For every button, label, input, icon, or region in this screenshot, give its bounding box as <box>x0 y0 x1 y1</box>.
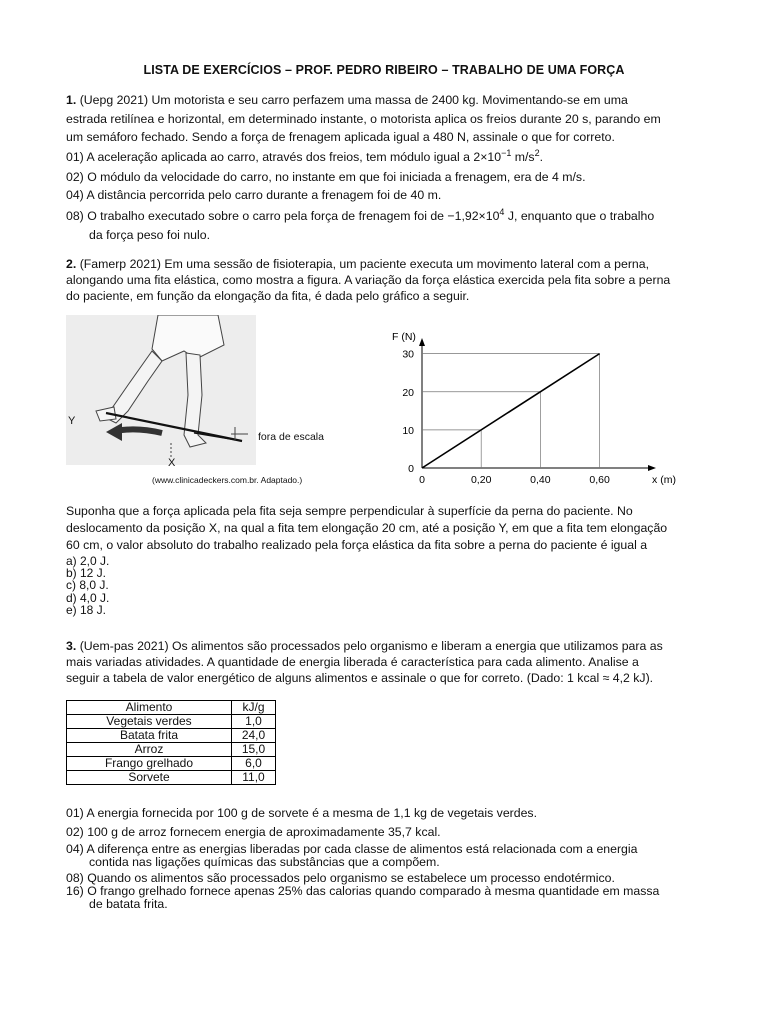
physiotherapy-figure <box>66 315 346 490</box>
q3-number: 3. <box>66 639 77 653</box>
table-row <box>67 743 276 757</box>
q2-options <box>66 555 109 616</box>
q1-option-02: 02) O módulo da velocidade do carro, no instante em que foi iniciada a frenagem, era de 4 m/s. <box>66 170 586 184</box>
y-axis-arrow <box>419 338 425 346</box>
table-cell: Vegetais verdes <box>67 715 232 729</box>
q3-line-3: seguir a tabela de valor energético de alguns alimentos e assinale o que for correto. (Dado: 1 kcal ≈ 4,2 kJ). <box>66 671 654 685</box>
q1-number: 1. <box>66 93 77 107</box>
q2-option-b: b) 12 J. <box>66 566 107 581</box>
q3-option-04: 04) A diferença entre as energias liberadas por cada classe de alimentos está relacionada com a energia contida nas ligações químicas das substâncias que a compõem. <box>66 842 638 869</box>
q2-number: 2. <box>66 257 77 271</box>
y-tick-label: 20 <box>402 386 414 399</box>
force-elongation-graph <box>370 326 680 491</box>
q2-line-3: do paciente, em função da elongação da fita, é dada pelo gráfico a seguir. <box>66 289 470 303</box>
table-cell: 11,0 <box>232 771 276 785</box>
q3-line-1: 3. (Uem-pas 2021) Os alimentos são processados pelo organismo e liberam a energia que utilizamos para as <box>66 639 663 653</box>
q3-line-2: mais variadas atividades. A quantidade de energia liberada é característica para cada alimento. Analise a <box>66 655 639 669</box>
q2-after-line-1: Suponha que a força aplicada pela fita seja sempre perpendicular à superfície da perna do paciente. No <box>66 504 633 518</box>
q1-line-2: estrada retilínea e horizontal, em determinado instante, o motorista aplica os freios durante 20 s, parando em <box>66 111 661 126</box>
figure-label-y: Y <box>68 415 76 427</box>
table-cell: Frango grelhado <box>67 757 232 771</box>
page-title: LISTA DE EXERCÍCIOS – PROF. PEDRO RIBEIRO – TRABALHO DE UMA FORÇA <box>143 63 625 77</box>
q2-line-2: alongando uma fita elástica, como mostra a figura. A variação da força elástica exercida pela fita sobre a perna <box>66 273 671 287</box>
question-2-continuation <box>66 503 736 554</box>
question-1-statement <box>66 91 716 147</box>
table-cell: 6,0 <box>232 757 276 771</box>
x-tick-label: 0,20 <box>470 474 492 486</box>
q2-option-c: c) 8,0 J. <box>66 578 109 593</box>
leg-band-illustration <box>66 315 346 490</box>
table-header: kJ/g <box>232 701 276 715</box>
q1-line-3: um semáforo fechado. Sendo a força de frenagem aplicada igual a 480 N, assinale o que for correto. <box>66 130 615 144</box>
y-axis-label: F (N) <box>392 331 416 343</box>
q2-after-line-3: 60 cm, o valor absoluto do trabalho realizado pela força elástica da fita sobre a perna do paciente é igual a <box>66 538 648 552</box>
table-row <box>67 715 276 729</box>
data-series-line <box>422 354 600 468</box>
q2-option-a: a) 2,0 J. <box>66 554 110 568</box>
x-tick-label: 0,60 <box>589 474 610 486</box>
table-header-row <box>67 701 276 715</box>
table-row <box>67 771 276 785</box>
table-header: Alimento <box>67 701 232 715</box>
table-row <box>67 729 276 743</box>
q1-option-01: 01) A aceleração aplicada ao carro, através dos freios, tem módulo igual a $2\times 10^{-1}$ $m/s^2$. <box>66 147 544 164</box>
q1-option-08: 08) O trabalho executado sobre o carro pela força de frenagem foi de $-1,92\times 10^4$ J, enquanto que o trabalho da força peso foi nulo. <box>66 206 655 242</box>
q3-option-02: 02) 100 g de arroz fornecem energia de aproximadamente 35,7 kcal. <box>66 825 441 839</box>
q2-line-1: 2. (Famerp 2021) Em uma sessão de fisioterapia, um paciente executa um movimento lateral com a perna, <box>66 257 650 271</box>
q3-option-01: 01) A energia fornecida por 100 g de sorvete é a mesma de 1,1 kg de vegetais verdes. <box>66 806 537 820</box>
y-tick-label: 0 <box>408 463 414 475</box>
q3-option-16: 16) O frango grelhado fornece apenas 25% das calorias quando comparado à mesma quantidade em massa de batata frita. <box>66 884 660 911</box>
figure-label-x: X <box>168 457 176 469</box>
x-tick-label: 0,40 <box>530 474 551 486</box>
x-tick-label: 0 <box>419 474 425 486</box>
q2-after-line-2: deslocamento da posição X, na qual a fita tem elongação 20 cm, até a posição Y, em que a fita tem elongação <box>66 521 668 535</box>
table-row <box>67 757 276 771</box>
x-axis-label: x (m) <box>652 474 676 486</box>
q1-option-04: 04) A distância percorrida pelo carro durante a frenagem foi de 40 m. <box>66 188 442 202</box>
chart-svg <box>370 326 680 491</box>
energy-table <box>66 700 276 785</box>
y-tick-label: 30 <box>402 348 414 361</box>
y-tick-label: 10 <box>402 424 414 437</box>
table-cell: 24,0 <box>232 729 276 743</box>
figure-scale-note: fora de escala <box>258 431 324 443</box>
table-cell: Arroz <box>67 743 232 757</box>
q2-option-e: e) 18 J. <box>66 602 107 617</box>
figure-source-caption: (www.clinicadeckers.com.br. Adaptado.) <box>152 475 303 485</box>
q2-option-d: d) 4,0 J. <box>66 590 110 605</box>
q3-option-08: 08) Quando os alimentos são processados pelo organismo se estabelece um processo endotérmico. <box>66 871 615 885</box>
energy-table-container <box>66 700 276 785</box>
table-cell: Sorvete <box>67 771 232 785</box>
x-axis-arrow <box>648 465 656 471</box>
q1-line-1: 1. (Uepg 2021) Um motorista e seu carro perfazem uma massa de 2400 kg. Movimentando-se em uma <box>66 93 628 107</box>
table-cell: 1,0 <box>232 715 276 729</box>
question-2-statement <box>66 256 726 304</box>
table-cell: 15,0 <box>232 743 276 757</box>
question-3-statement <box>66 638 736 686</box>
table-cell: Batata frita <box>67 729 232 743</box>
